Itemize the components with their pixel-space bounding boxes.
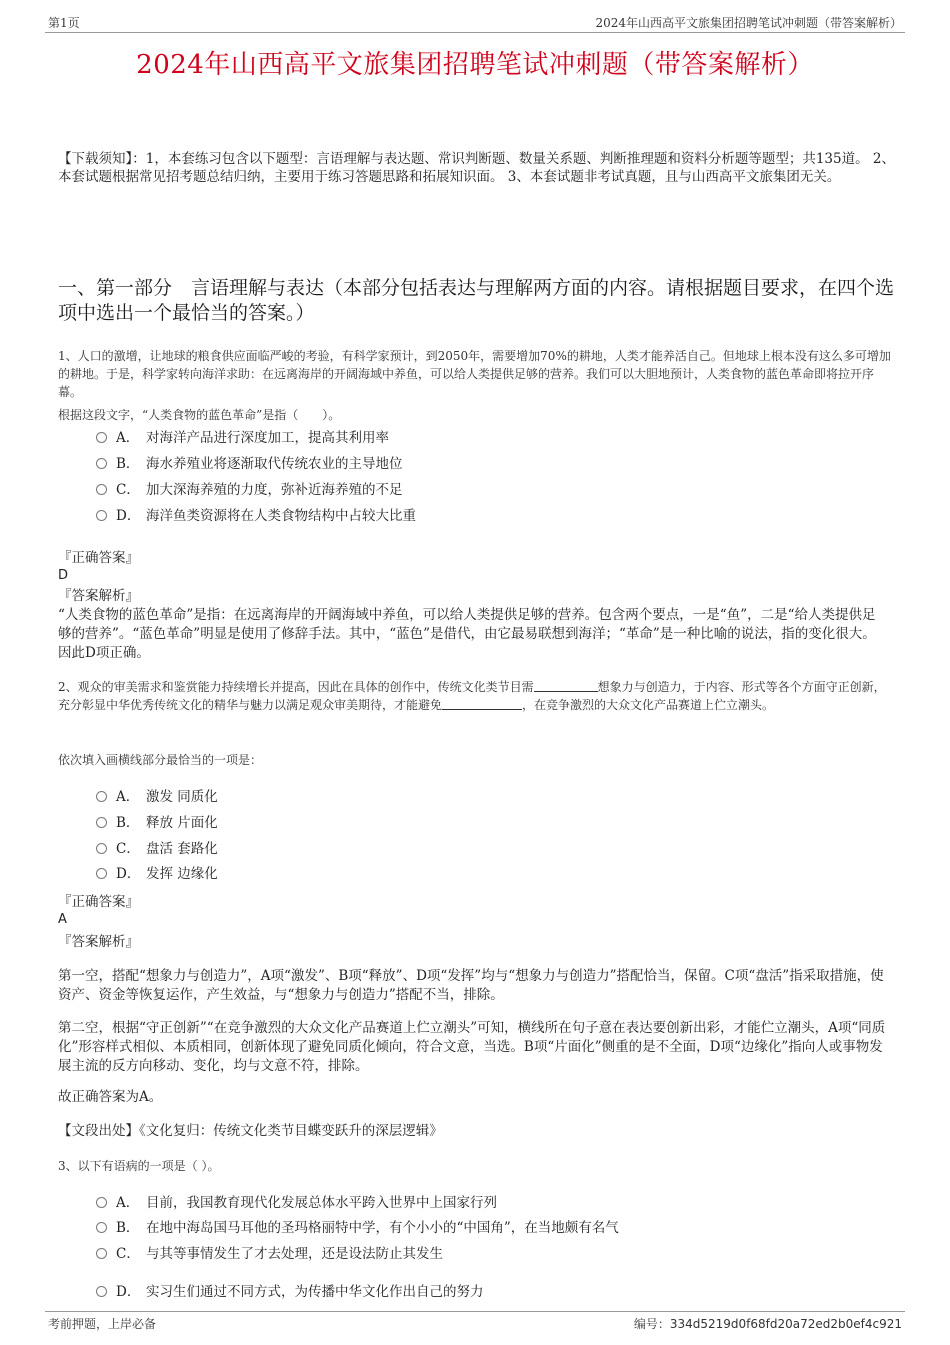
footer-divider — [45, 1311, 905, 1312]
q2-source: 【文段出处】《文化复归：传统文化类节目蝶变跃升的深层逻辑》 — [58, 1123, 443, 1139]
notice-label: 【下载须知】 — [58, 151, 133, 167]
header-title: 2024年山西高平文旅集团招聘笔试冲刺题（带答案解析） — [595, 16, 902, 30]
q1-ask: 根据这段文字，“人类食物的蓝色革命”是指（ ）。 — [58, 408, 341, 422]
footer-code: 编号：334d5219d0f68fd20a72ed2b0ef4c921 — [633, 1317, 902, 1331]
q1-option-b[interactable]: B． 海水养殖业将逐渐取代传统农业的主导地位 — [96, 454, 403, 474]
section-heading: 一、第一部分 言语理解与表达（本部分包括表达与理解两方面的内容。请根据题目要求，在四个选项中选出一个最恰当的答案。） — [58, 277, 895, 324]
q2-analysis-p2: 第二空，根据“守正创新”“在竞争激烈的大众文化产品赛道上伫立潮头”可知，横线所在句子意在表达要创新出彩，才能伫立潮头，A项“同质化”形容样式相似、本质相同，创新体现了避免同质化倾向，符合文意，当选。B项“片面化”侧重的是不全面，D项“边缘化”指向人或事物发展主流的反方向移动、变化，均与文意不符，排除。 — [58, 1020, 886, 1074]
q3-option-c[interactable]: C． 与其等事情发生了才去处理，还是设法防止其发生 — [96, 1244, 443, 1264]
radio-icon[interactable] — [96, 1286, 107, 1297]
notice-text: ：1，本套练习包含以下题型：言语理解与表达题、常识判断题、数量关系题、判断推理题和资料分析题等题型；共135道。 2、本套试题根据常见招考题总结归纳，主要用于练习答题思路和拓展知识面。 3、本套试题非考试真题，且与山西高平文旅集团无关。 — [58, 151, 895, 185]
q2-option-c[interactable]: C． 盘活 套路化 — [96, 839, 218, 859]
q2-stem: 2、观众的审美需求和鉴赏能力持续增长并提高，因此在具体的创作中，传统文化类节目需 想象力与创造力，于内容、形式等各个方面守正创新，充分彰显中华优秀传统文化的精华与魅力以满足观众审美期待，才能避免 ，在竞争激烈的大众文化产品赛道上伫立潮头。 — [58, 680, 886, 712]
header-divider — [45, 32, 905, 33]
q2-option-a[interactable]: A． 激发 同质化 — [96, 787, 218, 807]
footer-slogan: 考前押题，上岸必备 — [48, 1317, 157, 1331]
radio-icon[interactable] — [96, 458, 107, 469]
q1-option-c[interactable]: C． 加大深海养殖的力度，弥补近海养殖的不足 — [96, 480, 403, 500]
q1-option-a[interactable]: A． 对海洋产品进行深度加工，提高其利用率 — [96, 428, 389, 448]
q2-ask: 依次填入画横线部分最恰当的一项是： — [58, 753, 263, 767]
q3-option-b[interactable]: B． 在地中海岛国马耳他的圣玛格丽特中学，有个小小的“中国角”，在当地颇有名气 — [96, 1218, 619, 1238]
radio-icon[interactable] — [96, 791, 107, 802]
q3-option-d[interactable]: D． 实习生们通过不同方式，为传播中华文化作出自己的努力 — [96, 1282, 484, 1302]
radio-icon[interactable] — [96, 484, 107, 495]
radio-icon[interactable] — [96, 843, 107, 854]
q1-analysis-label: 『答案解析』 — [58, 588, 139, 604]
radio-icon[interactable] — [96, 868, 107, 879]
q1-analysis: “人类食物的蓝色革命”是指：在远离海岸的开阔海域中养鱼，可以给人类提供足够的营养。包含两个要点，一是“鱼”，二是“给人类提供足够的营养”。“蓝色革命”明显是使用了修辞手法。其中，“蓝色”是借代，由它最易联想到海洋；“革命”是一种比喻的说法，指的变化很大。因此D项正确。 — [58, 607, 876, 661]
q2-analysis-label: 『答案解析』 — [58, 934, 139, 950]
fill-blank — [442, 697, 522, 710]
q3-stem: 3、以下有语病的一项是（ ）。 — [58, 1159, 220, 1173]
radio-icon[interactable] — [96, 1248, 107, 1259]
q2-option-d[interactable]: D． 发挥 边缘化 — [96, 864, 218, 884]
radio-icon[interactable] — [96, 432, 107, 443]
q2-option-b[interactable]: B． 释放 片面化 — [96, 813, 218, 833]
q2-analysis-p1: 第一空，搭配“想象力与创造力”，A项“激发”、B项“释放”、D项“发挥”均与“想象力与创造力”搭配恰当，保留。C项“盘活”指采取措施，使资产、资金等恢复运作，产生效益，与“想象力与创造力”搭配不当，排除。 — [58, 968, 884, 1003]
radio-icon[interactable] — [96, 1222, 107, 1233]
radio-icon[interactable] — [96, 510, 107, 521]
q1-answer: D — [58, 568, 69, 583]
radio-icon[interactable] — [96, 817, 107, 828]
download-notice — [58, 150, 898, 186]
page-number: 第1页 — [48, 16, 80, 30]
fill-blank — [534, 679, 598, 692]
q2-conclusion: 故正确答案为A。 — [58, 1089, 163, 1105]
q1-answer-label: 『正确答案』 — [58, 550, 139, 566]
radio-icon[interactable] — [96, 1197, 107, 1208]
q3-option-a[interactable]: A． 目前，我国教育现代化发展总体水平跨入世界中上国家行列 — [96, 1193, 497, 1213]
q1-option-d[interactable]: D． 海洋鱼类资源将在人类食物结构中占较大比重 — [96, 506, 416, 526]
q2-answer: A — [58, 912, 67, 927]
page-title: 2024年山西高平文旅集团招聘笔试冲刺题（带答案解析） — [136, 50, 814, 80]
q1-stem: 1、人口的激增，让地球的粮食供应面临严峻的考验，有科学家预计，到2050年，需要增加70%的耕地，人类才能养活自己。但地球上根本没有这么多可增加的耕地。于是，科学家转向海洋求助：在远离海岸的开阔海域中养鱼，可以给人类提供足够的营养。我们可以大胆地预计，人类食物的蓝色革命即将拉开序幕。 — [58, 349, 891, 399]
q2-answer-label: 『正确答案』 — [58, 894, 139, 910]
